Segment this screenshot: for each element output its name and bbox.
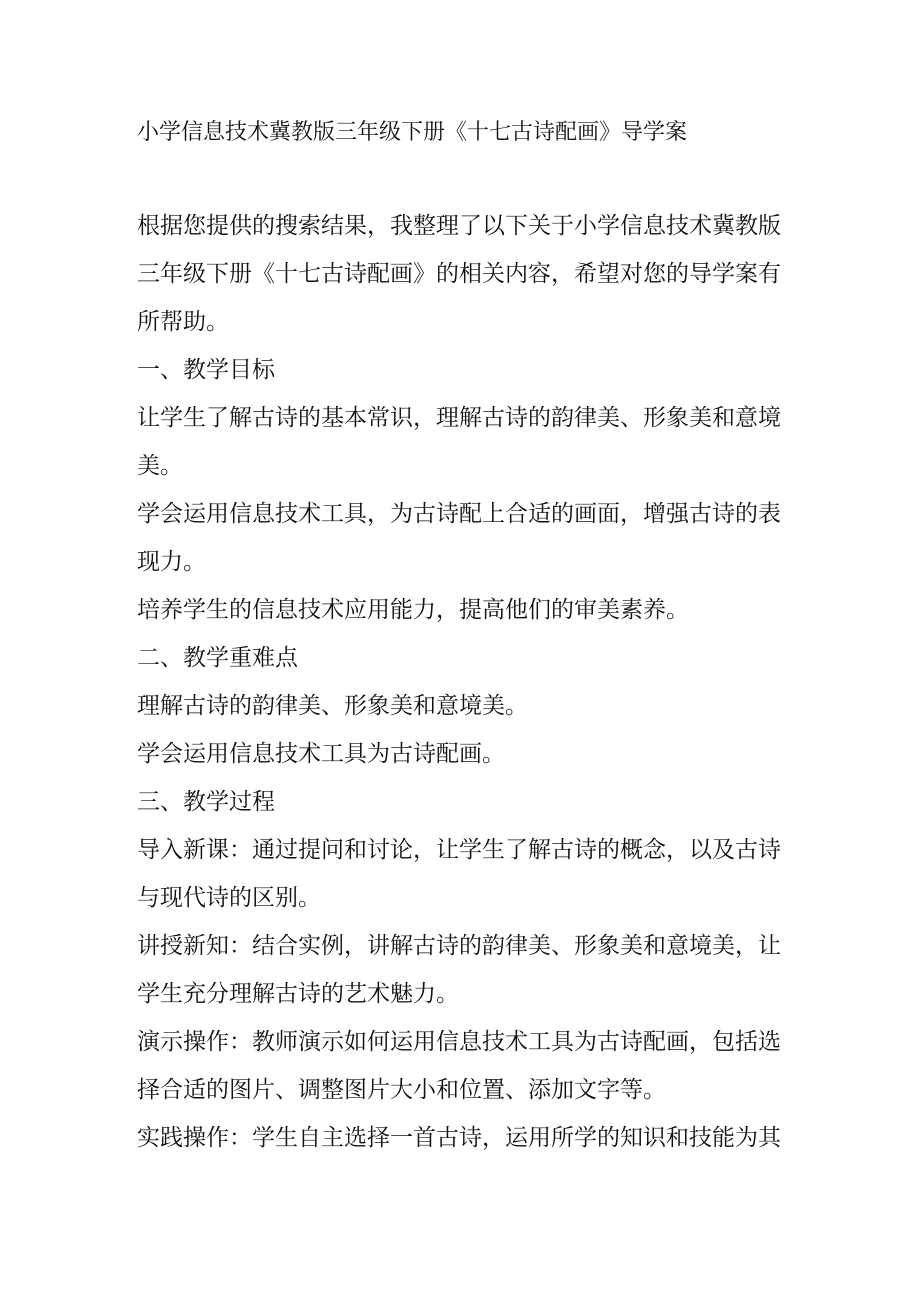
section-paragraph: 导入新课：通过提问和讨论，让学生了解古诗的概念，以及古诗与现代诗的区别。 [137, 837, 781, 911]
section-teaching-process [137, 778, 787, 1162]
section-paragraph: 理解古诗的韵律美、形象美和意境美。 [137, 693, 528, 719]
section-paragraph: 培养学生的信息技术应用能力，提高他们的审美素养。 [137, 597, 689, 623]
section-heading: 二、教学重难点 [137, 645, 298, 671]
section-key-difficulties [137, 634, 787, 778]
document-body [137, 202, 787, 1162]
section-teaching-goals [137, 346, 787, 634]
section-paragraph: 学会运用信息技术工具，为古诗配上合适的画面，增强古诗的表现力。 [137, 501, 781, 575]
section-heading: 三、教学过程 [137, 789, 275, 815]
section-paragraph: 让学生了解古诗的基本常识，理解古诗的韵律美、形象美和意境美。 [137, 405, 781, 479]
section-paragraph: 学会运用信息技术工具为古诗配画。 [137, 741, 505, 767]
document-title: 小学信息技术冀教版三年级下册《十七古诗配画》导学案 [137, 120, 688, 145]
section-heading: 一、教学目标 [137, 357, 275, 383]
intro-paragraph: 根据您提供的搜索结果，我整理了以下关于小学信息技术冀教版三年级下册《十七古诗配画》的相关内容，希望对您的导学案有所帮助。 [137, 213, 781, 335]
section-paragraph: 讲授新知：结合实例，讲解古诗的韵律美、形象美和意境美，让学生充分理解古诗的艺术魅力。 [137, 933, 781, 1007]
section-paragraph: 演示操作：教师演示如何运用信息技术工具为古诗配画，包括选择合适的图片、调整图片大小和位置、添加文字等。 [137, 1029, 781, 1103]
section-paragraph: 实践操作：学生自主选择一首古诗，运用所学的知识和技能为其 [137, 1125, 781, 1151]
